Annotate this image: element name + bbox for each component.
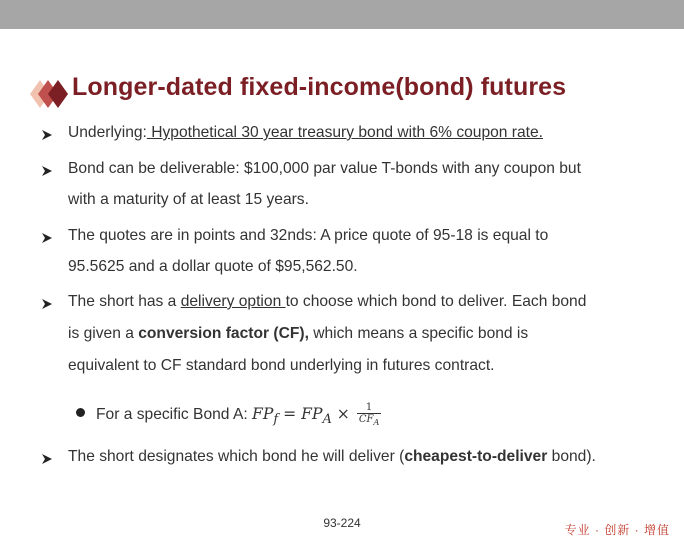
formula-line: [96, 402, 381, 428]
page-number: 93-224: [323, 516, 361, 530]
bullet-text-line: equivalent to CF standard bond underlying in futures contract.: [68, 357, 495, 374]
delivery-option-term: delivery option: [180, 293, 286, 310]
dot-bullet-icon: [76, 408, 85, 417]
arrow-bullet-icon: [40, 128, 54, 142]
bullet-label: Underlying:: [68, 124, 147, 141]
text-span: is given a: [68, 325, 139, 342]
text-span: The short has a: [68, 293, 181, 310]
diamond-bullets-icon: [18, 74, 70, 114]
bullet-text-line: with a maturity of at least 15 years.: [68, 191, 309, 208]
text-span: bond).: [547, 448, 596, 465]
denominator-text: CF: [358, 414, 374, 425]
bullet-text-line: 95.5625 and a dollar quote of $95,562.50.: [68, 258, 358, 275]
bullet-text-line: [68, 448, 596, 466]
arrow-bullet-icon: [40, 164, 54, 178]
bullet-text-line: [68, 325, 528, 343]
arrow-bullet-icon: [40, 231, 54, 245]
top-bar: [0, 0, 684, 29]
text-span: which means a specific bond is: [308, 325, 529, 342]
arrow-bullet-icon: [40, 452, 54, 466]
fraction-numerator: 1: [357, 402, 382, 414]
formula-fraction: [357, 402, 382, 428]
text-span: to choose which bond to deliver. Each bond: [285, 293, 587, 310]
bullet-text-line: The quotes are in points and 32nds: A price quote of 95-18 is equal to: [68, 227, 549, 244]
formula-times: ×: [331, 405, 355, 423]
denominator-sub: A: [373, 417, 380, 427]
formula: [252, 402, 381, 428]
formula-lhs: FP: [252, 405, 274, 423]
formula-equals: =: [278, 405, 302, 423]
formula-label: For a specific Bond A:: [96, 406, 253, 423]
formula-rhs: FP: [301, 405, 323, 423]
footer-motto: 专业 · 创新 · 增值: [564, 523, 670, 537]
conversion-factor-term: conversion factor (CF),: [138, 325, 309, 342]
bullet-text-line: Bond can be deliverable: $100,000 par value T-bonds with any coupon but: [68, 160, 581, 177]
slide-title: Longer-dated fixed-income(bond) futures: [72, 73, 567, 101]
text-span: The short designates which bond he will deliver (: [68, 448, 405, 465]
formula-lhs-sub: f: [273, 412, 279, 428]
bullet-underlined-text: Hypothetical 30 year treasury bond with 6% coupon rate.: [146, 124, 544, 141]
cheapest-to-deliver-term: cheapest-to-deliver: [404, 448, 548, 465]
bullet-text-line: [68, 293, 586, 311]
arrow-bullet-icon: [40, 297, 54, 311]
bullet-text: [68, 124, 543, 142]
fraction-denominator: [357, 414, 382, 428]
formula-rhs-sub: A: [322, 412, 332, 428]
